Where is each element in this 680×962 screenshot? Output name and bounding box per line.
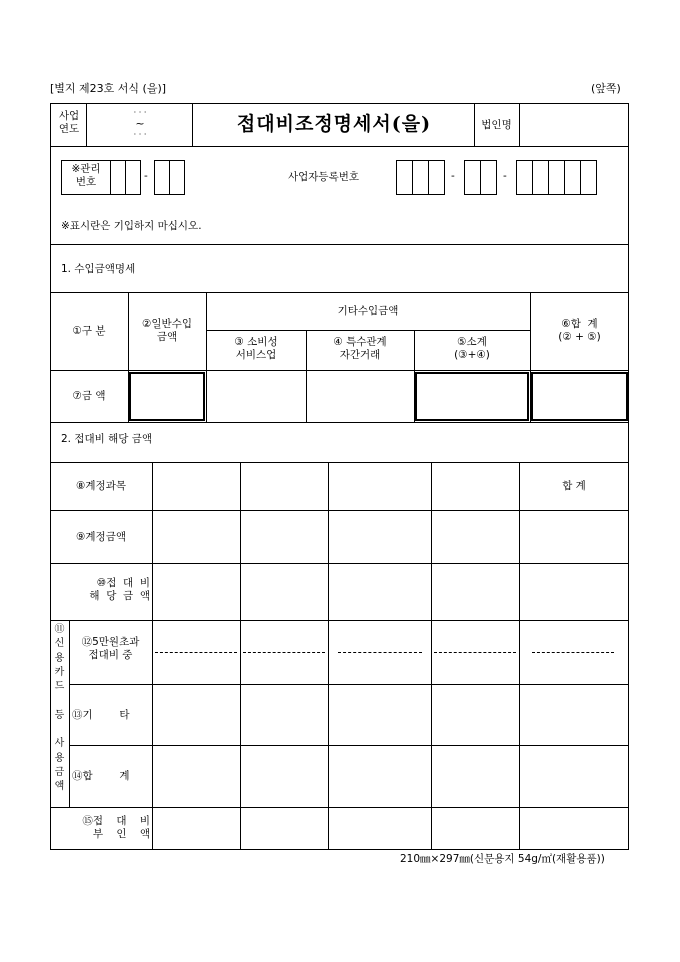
hyphen: -	[451, 170, 455, 182]
biz-reg-cell[interactable]	[548, 160, 565, 195]
row-account-label: ⑧계정과목	[76, 480, 126, 492]
page-title: 접대비조정명세서(을)	[236, 113, 432, 135]
year-start-field[interactable]: · · ·	[133, 108, 147, 117]
section2-title: 2. 접대비 해당 금액	[61, 433, 153, 445]
biz-reg-cell[interactable]	[396, 160, 413, 195]
col-subtotal-header: ⑤소계 (③+④)	[454, 336, 490, 362]
row-other-label: ⑬기 타	[72, 709, 130, 721]
row-account-total-label: 합 계	[562, 480, 586, 492]
corp-name-field[interactable]	[521, 105, 627, 144]
col-total-header: ⑥합 계 (② + ⑤)	[558, 318, 601, 344]
over-50k-dash-line	[338, 652, 422, 653]
row-sum-label: ⑭합 계	[72, 770, 130, 782]
paper-spec-footer: 210㎜×297㎜(신문용지 54g/㎡(재활용품))	[400, 853, 605, 865]
form-number-label: [별지 제23호 서식 (을)]	[50, 82, 167, 95]
credit-card-usage-label: ⑪ 신 용 카 드 등 사 용 금 액	[54, 624, 65, 793]
col-consumption-header: ③ 소비성 서비스업	[234, 336, 278, 362]
general-amount-field[interactable]	[129, 372, 205, 421]
year-end-field[interactable]: · · ·	[133, 130, 147, 139]
over-50k-dash-line	[243, 652, 325, 653]
over-50k-dash-line	[434, 652, 516, 653]
consumption-amount-field[interactable]	[208, 372, 304, 420]
business-year-label: 사업 연도	[58, 110, 80, 136]
section1-title: 1. 수입금액명세	[61, 263, 136, 275]
year-tilde: ~	[135, 117, 145, 130]
form-frame	[50, 103, 629, 850]
col-category-header: ①구 분	[72, 325, 106, 337]
over-50k-dash-line	[155, 652, 237, 653]
page-side-label: (앞쪽)	[591, 82, 621, 95]
biz-reg-cell[interactable]	[564, 160, 581, 195]
mgmt-no-cell[interactable]	[169, 160, 185, 195]
biz-reg-cell[interactable]	[428, 160, 445, 195]
col-general-header: ②일반수입 금액	[142, 318, 192, 344]
row-over-50k-label: ⑫5만원초과 접대비 중	[81, 636, 140, 662]
subtotal-amount-field[interactable]	[415, 372, 529, 421]
col-related-header: ④ 특수관계 자간거래	[333, 336, 387, 362]
mgmt-no-label: ※관리 번호	[71, 163, 101, 189]
biz-reg-cell[interactable]	[580, 160, 597, 195]
hyphen: -	[144, 170, 148, 182]
total-amount-field[interactable]	[531, 372, 628, 421]
row-entertainment-label: ⑩접 대 비 해 당 금 액	[89, 577, 150, 603]
row-denied-label: ⑮접 대 비 부 인 액	[82, 815, 150, 841]
notice-text: ※표시란은 기입하지 마십시오.	[61, 220, 202, 232]
row-account-amount-label: ⑨계정금액	[76, 531, 126, 543]
mgmt-no-cell[interactable]	[154, 160, 170, 195]
hyphen: -	[503, 170, 507, 182]
mgmt-no-cell[interactable]	[125, 160, 141, 195]
biz-reg-cell[interactable]	[516, 160, 533, 195]
over-50k-dash-line	[532, 652, 614, 653]
related-amount-field[interactable]	[308, 372, 412, 420]
col-other-group-header: 기타수입금액	[337, 305, 399, 317]
biz-reg-cell[interactable]	[464, 160, 481, 195]
mgmt-no-cell[interactable]	[110, 160, 126, 195]
row-amount-label: ⑦금 액	[72, 390, 106, 402]
biz-reg-no-label: 사업자등록번호	[288, 171, 360, 183]
biz-reg-cell[interactable]	[480, 160, 497, 195]
biz-reg-cell[interactable]	[412, 160, 429, 195]
corp-name-label: 법인명	[481, 119, 512, 131]
biz-reg-cell[interactable]	[532, 160, 549, 195]
